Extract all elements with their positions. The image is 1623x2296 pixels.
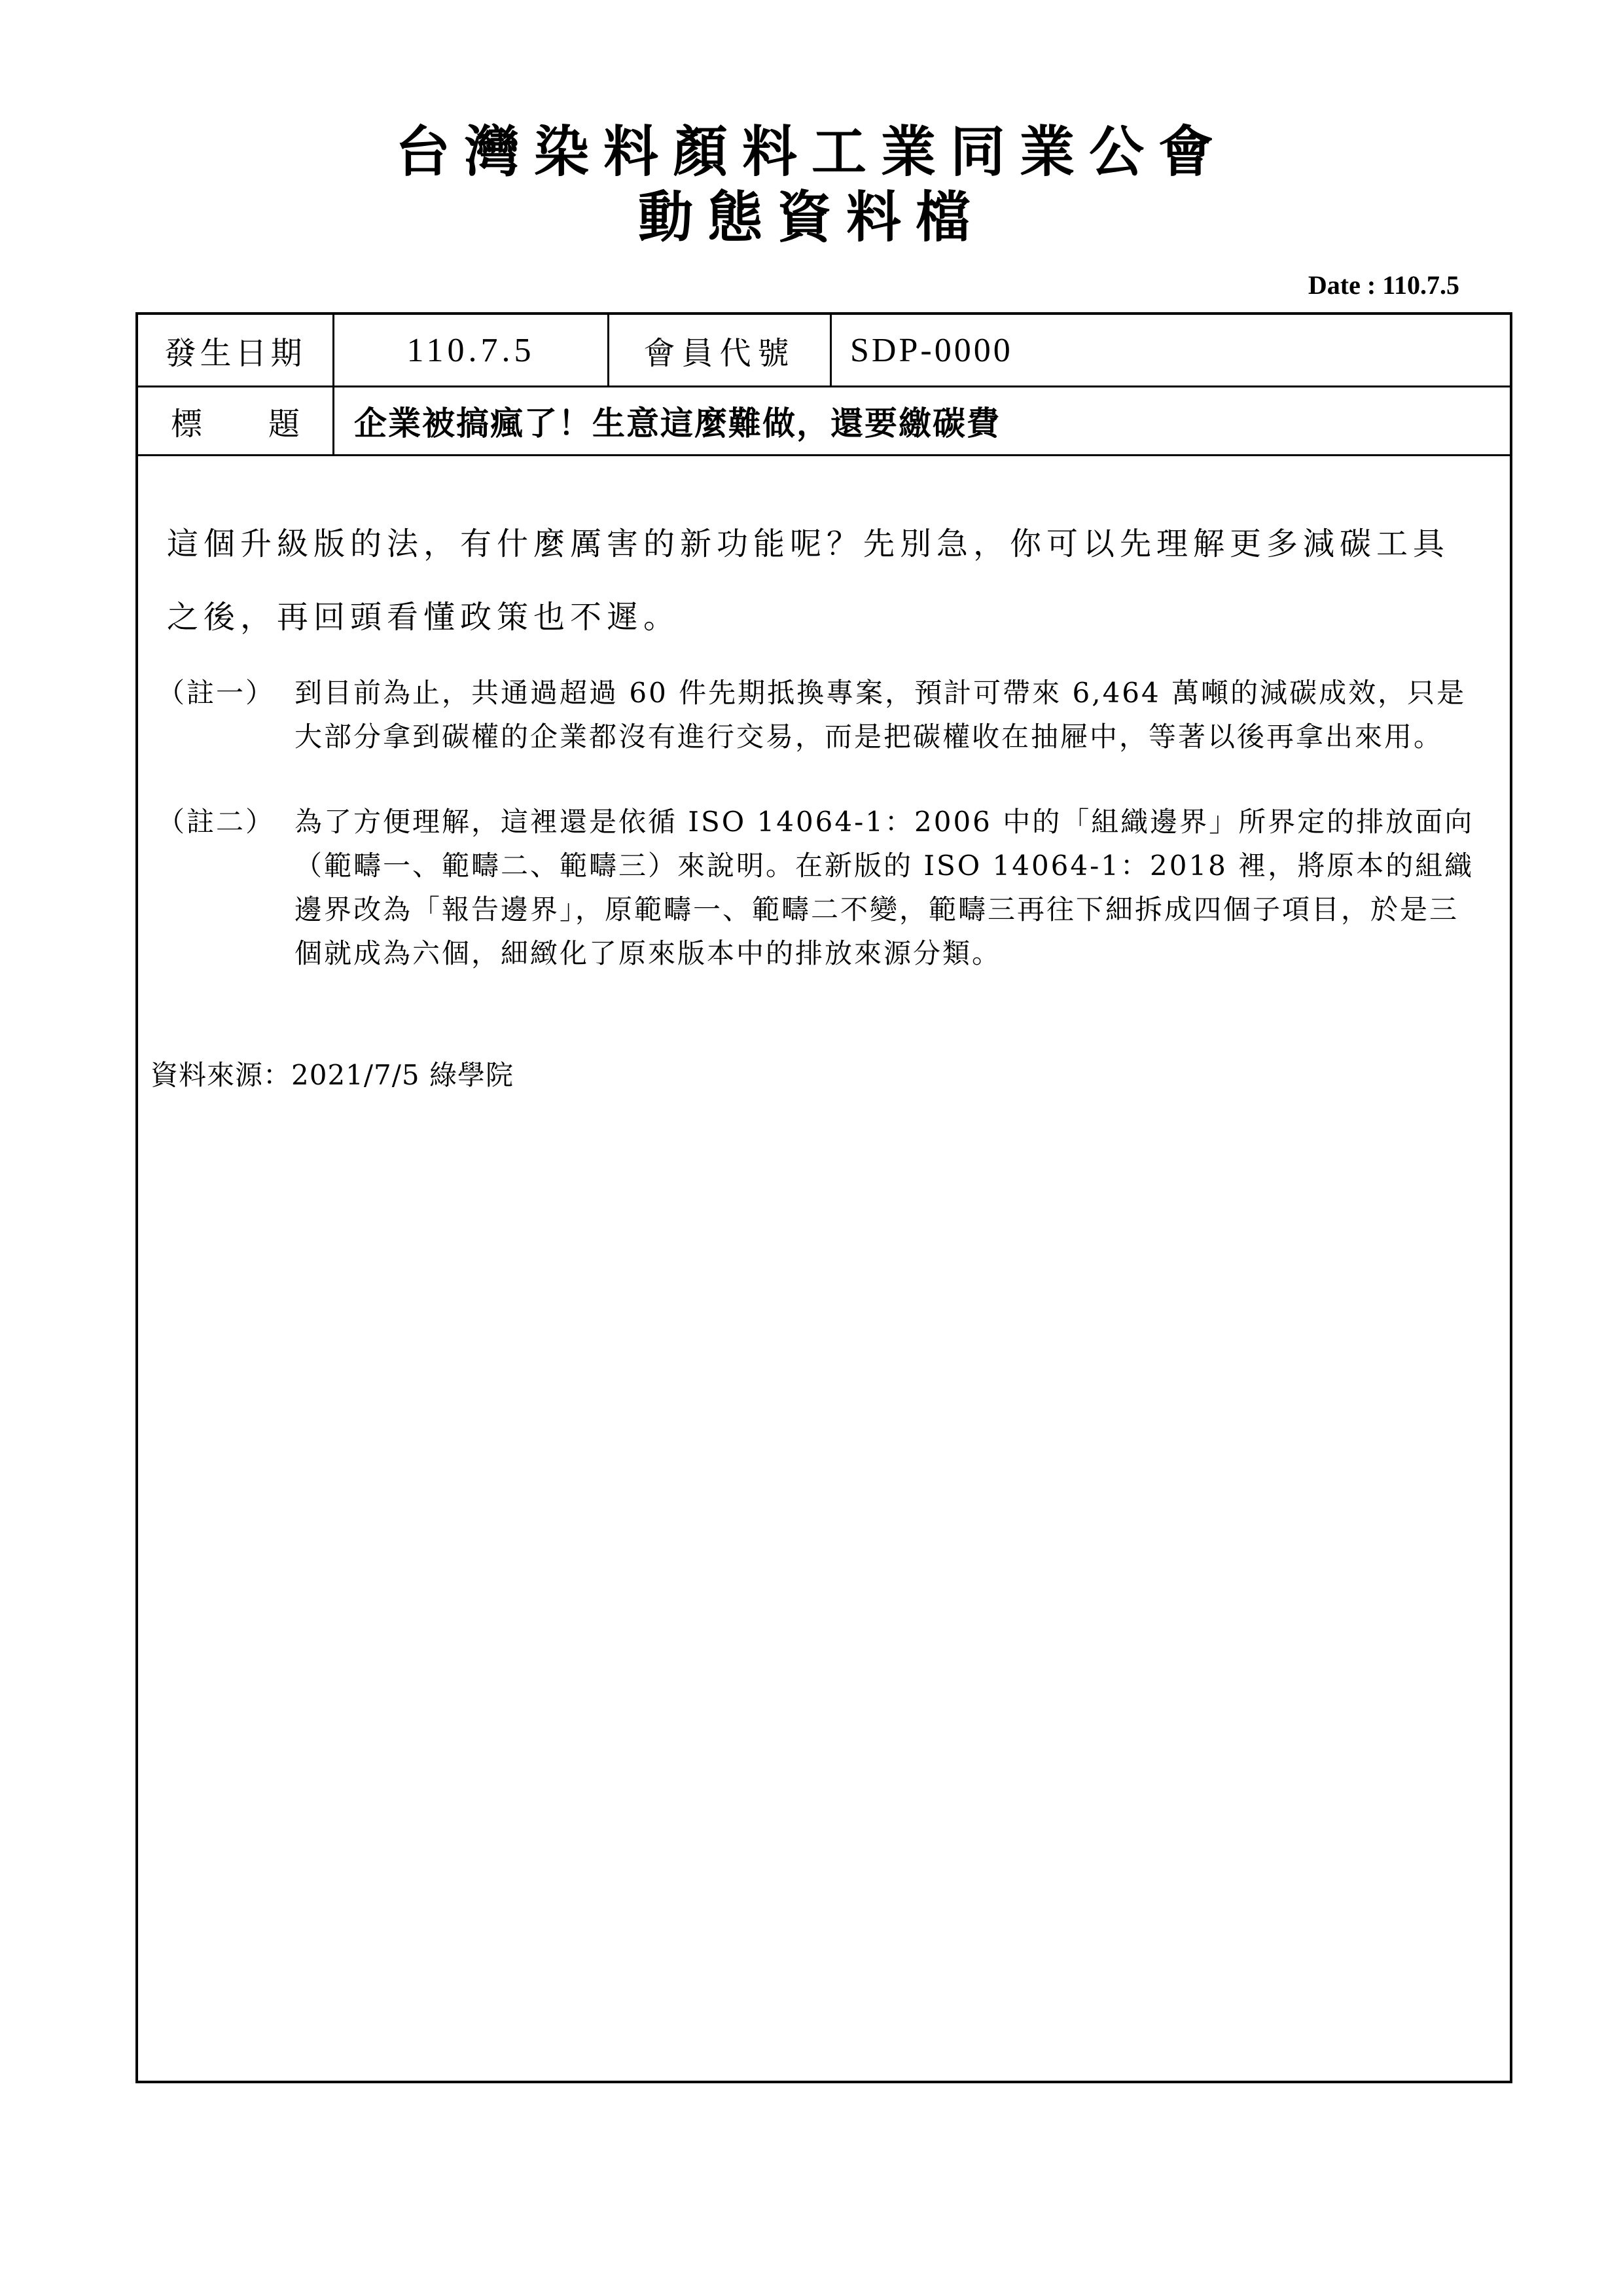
info-row	[138, 315, 1510, 387]
member-code-label: 會員代號	[609, 315, 832, 386]
subject-label-char-2: 題	[268, 405, 300, 442]
document-date: Date : 110.7.5	[1308, 270, 1459, 300]
document-subtitle: 動態資料檔	[637, 185, 985, 249]
footnote-2-text: 為了方便理解，這裡還是依循 ISO 14064-1：2006 中的「組織邊界」所界定的排放面向（範疇一、範疇二、範疇三）來說明。在新版的 ISO 14064-1：2018 裡，將原本的組織邊界改為「報告邊界」，原範疇一、範疇二不變，範疇三再往下細拆成四個子項目，於是三個就成為六個，細緻化了原來版本中的排放來源分類。	[294, 806, 1474, 969]
subject-label	[138, 387, 334, 454]
footnote-2	[157, 800, 1479, 975]
source-citation: 資料來源：2021/7/5 綠學院	[151, 1059, 514, 1091]
footnote-1-tag: （註一）	[157, 677, 276, 709]
date-label: 發生日期	[138, 315, 334, 386]
member-code-value: SDP-0000	[850, 331, 1013, 369]
footnote-1-text: 到目前為止，共通過超過 60 件先期抵換專案，預計可帶來 6,464 萬噸的減碳成效，只是大部分拿到碳權的企業都沒有進行交易，而是把碳權收在抽屜中，等著以後再拿出來用。	[294, 677, 1467, 753]
footnote-1	[157, 671, 1479, 759]
body-paragraph: 這個升級版的法，有什麼厲害的新功能呢？先別急，你可以先理解更多減碳工具之後，再回頭看懂政策也不遲。	[167, 526, 1450, 636]
subject-value: 企業被搞瘋了！生意這麼難做，還要繳碳費	[354, 404, 1001, 442]
date-value: 110.7.5	[334, 315, 609, 386]
footnote-2-tag: （註二）	[157, 806, 276, 838]
document-title: 台灣染料顏料工業同業公會	[395, 119, 1228, 184]
subject-label-char-1: 標	[171, 405, 203, 442]
subject-row	[138, 387, 1510, 456]
